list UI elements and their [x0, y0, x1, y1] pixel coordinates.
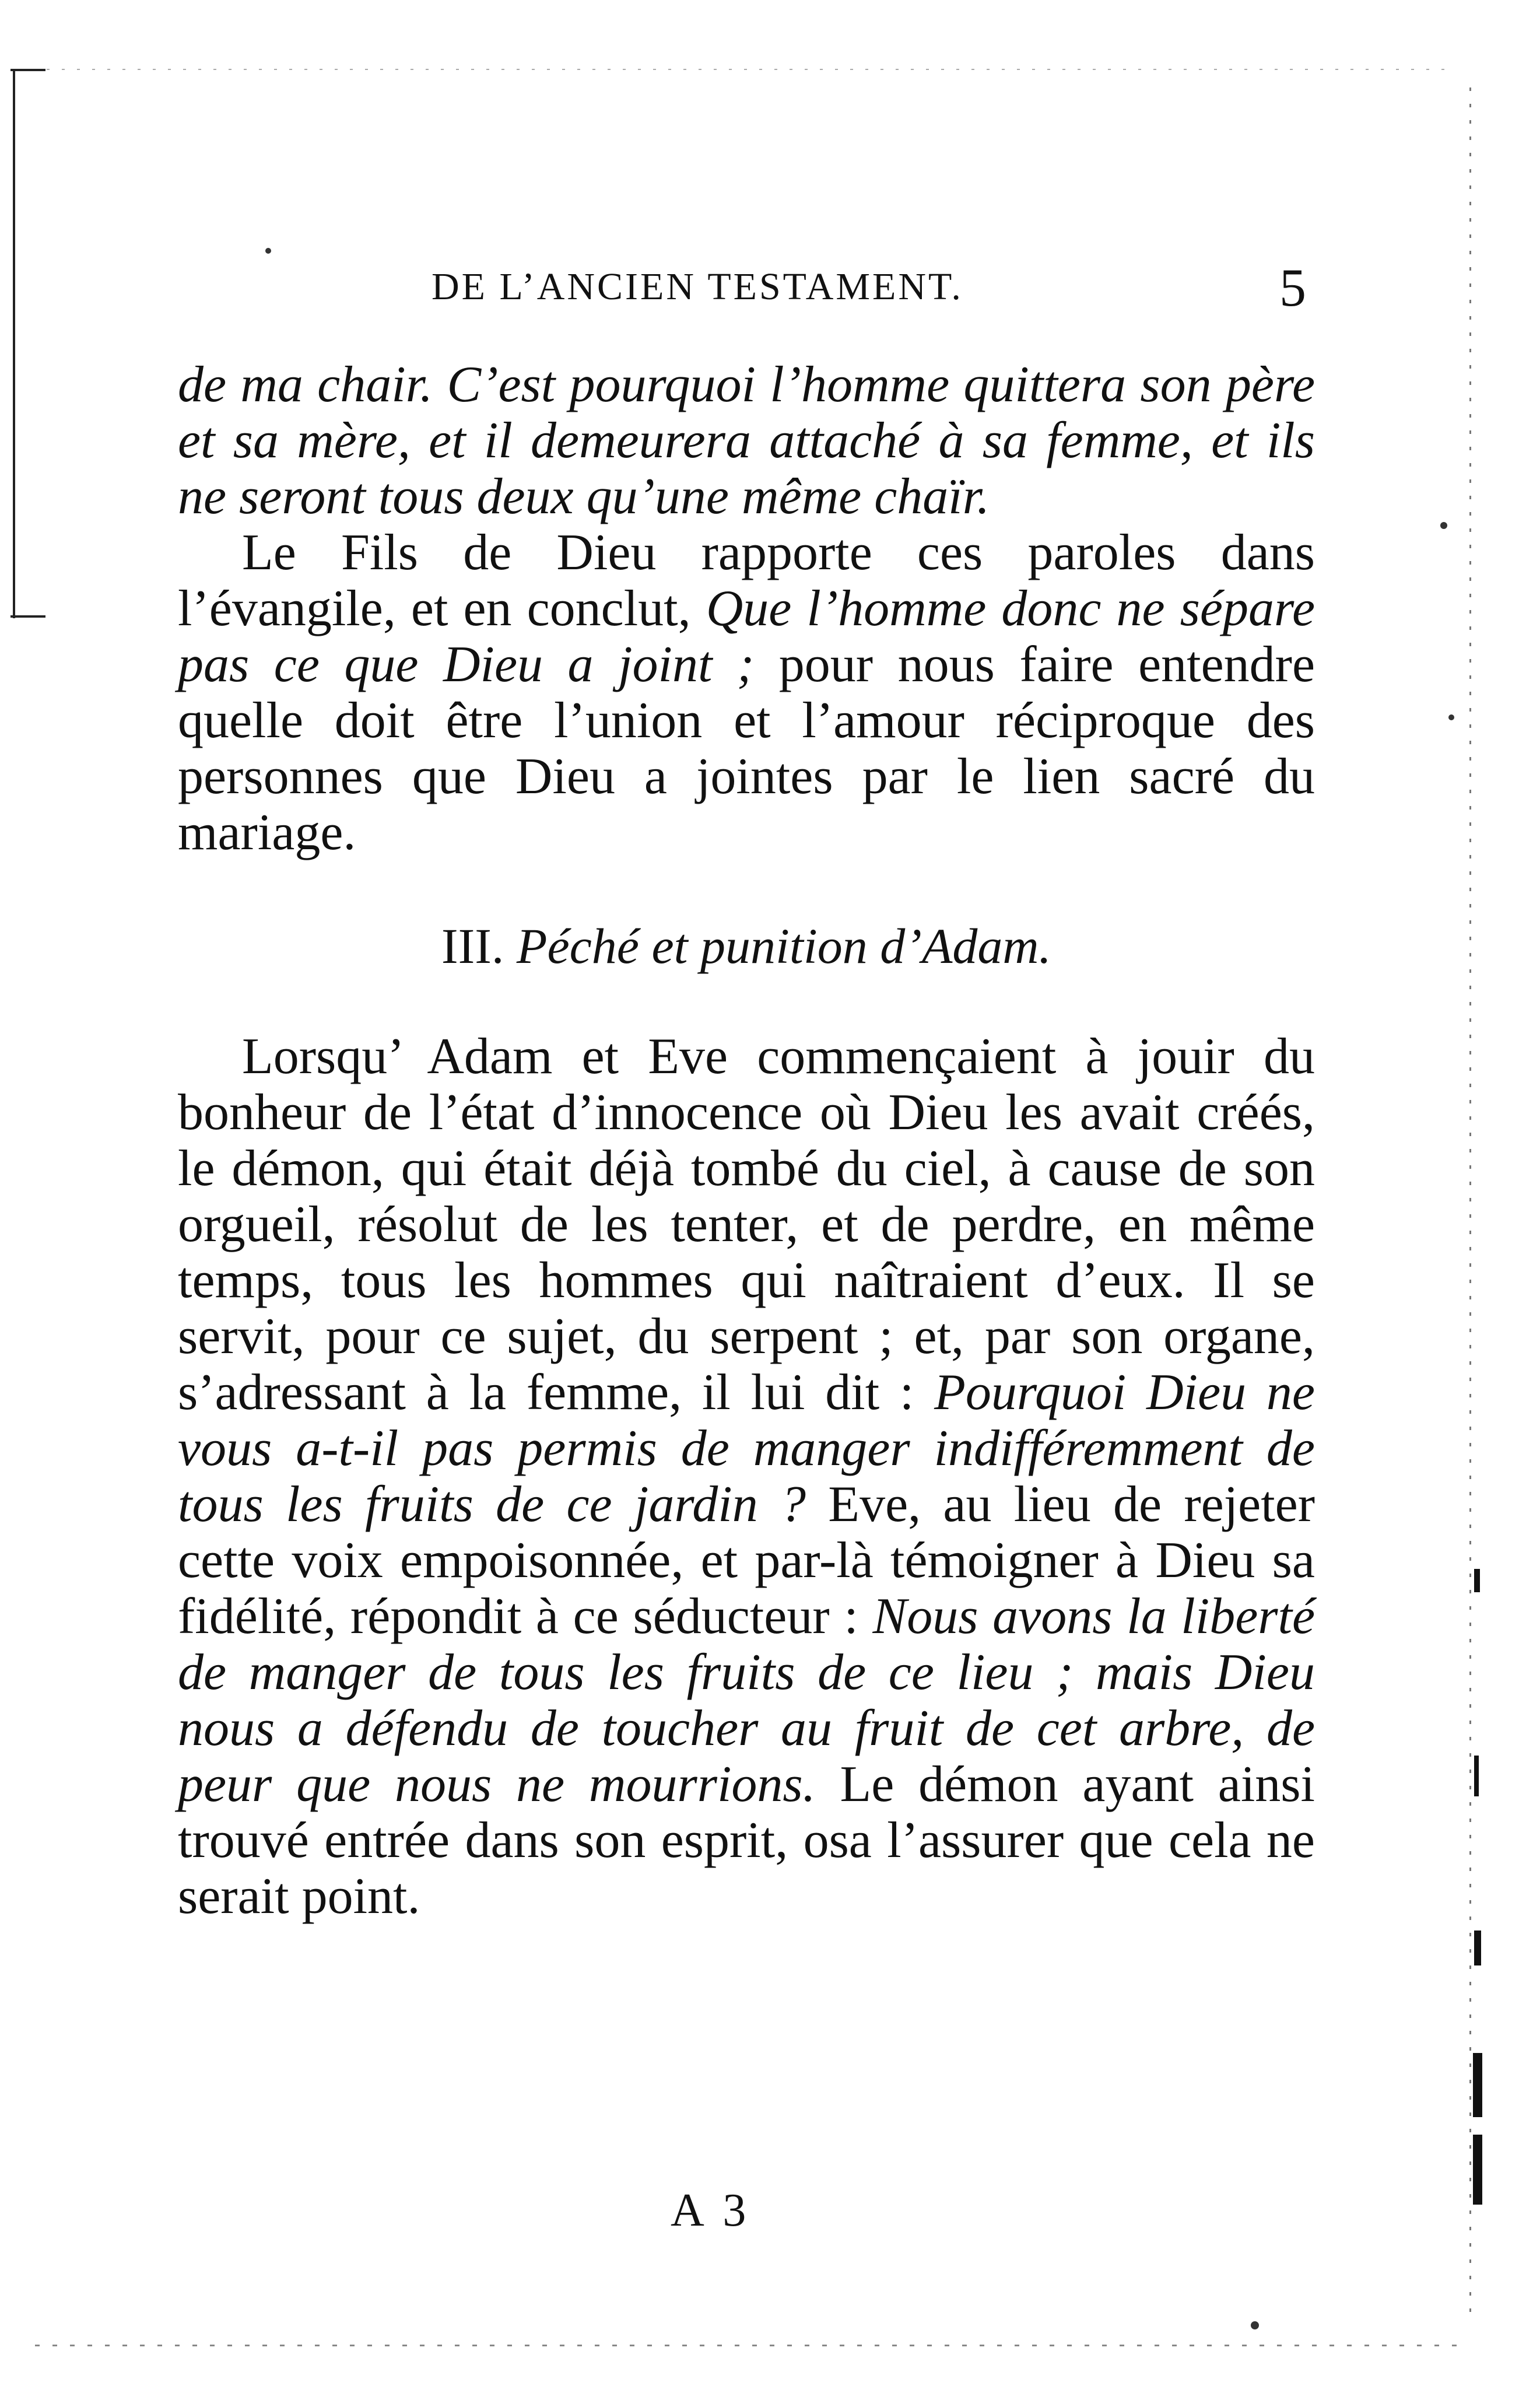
scan-frame-mark	[10, 615, 45, 618]
edge-mark	[1474, 1930, 1481, 1965]
paragraph-text: Le démon ayant ainsi trouvé entrée dans son esprit, osa l’assurer que cela ne serait point.	[178, 1756, 1315, 1925]
italic-text: Pourquoi Dieu ne vous a-t-il pas permis de manger indifféremment de tous les fruits de ce jardin ?	[178, 1364, 1315, 1533]
signature-mark: A 3	[671, 2185, 751, 2236]
paragraph-text: Lorsqu’ Adam et Eve commençaient à jouir du bonheur de l’état d’innocence où Dieu les avait créés, le démon, qui était déjà tombé du ciel, à cause de son orgueil, résolut de les tenter, et de perdre, en même temps, tous les hommes qui naîtraient d’eux. Il se servit, pour ce sujet, du serpent ; et, par son organe, s’adressant à la femme, il lui dit :	[178, 1028, 1315, 1421]
paragraph	[178, 357, 1315, 525]
section-heading	[178, 918, 1315, 974]
italic-text: Nous avons la liberté de manger de tous les fruits de ce lieu ; mais Dieu nous a défendu de toucher au fruit de cet arbre, de peur que nous ne mourrions.	[178, 1588, 1316, 1813]
edge-mark	[1474, 1756, 1479, 1796]
italic-text: de ma chair. C’est pourquoi l’homme quittera son père et sa mère, et il demeurera attaché à sa femme, et ils ne seront tous deux qu’une même chaïr.	[178, 356, 1315, 525]
page-edge-right	[1469, 87, 1471, 2315]
page-edge-bottom	[35, 2345, 1469, 2346]
edge-mark	[1474, 1569, 1480, 1592]
page-number: 5	[1279, 258, 1306, 317]
scan-frame-mark	[10, 69, 45, 71]
paragraph	[178, 1029, 1315, 1925]
edge-mark	[1473, 2053, 1482, 2117]
section-number: III.	[441, 918, 504, 974]
paragraph-text: Eve, au lieu de rejeter cette voix empoisonnée, et par-là témoigner à Dieu sa fidélité, répondit à ce séducteur :	[178, 1476, 1316, 1645]
scan-speck	[1251, 2321, 1259, 2329]
body-text	[178, 357, 1315, 1925]
paragraph-text: Le Fils de Dieu rapporte ces paroles dans l’évangile, et en conclut,	[178, 524, 1315, 637]
scan-speck	[265, 248, 271, 254]
scan-frame-mark	[13, 70, 15, 618]
page-edge-top	[47, 69, 1446, 70]
edge-mark	[1473, 2135, 1482, 2205]
section-title: Péché et punition d’Adam.	[516, 918, 1051, 974]
paragraph-text: pour nous faire entendre quelle doit être l’union et l’amour réciproque des personnes que Dieu a jointes par le lien sacré du mariage.	[178, 636, 1316, 861]
running-title: DE L’ANCIEN TESTAMENT.	[432, 265, 963, 308]
scan-speck	[1440, 522, 1447, 529]
paragraph	[178, 525, 1315, 861]
page-header	[175, 257, 1318, 327]
italic-text: Que l’homme donc ne sépare pas ce que Dieu a joint ;	[178, 580, 1315, 693]
scan-speck	[1448, 714, 1454, 720]
